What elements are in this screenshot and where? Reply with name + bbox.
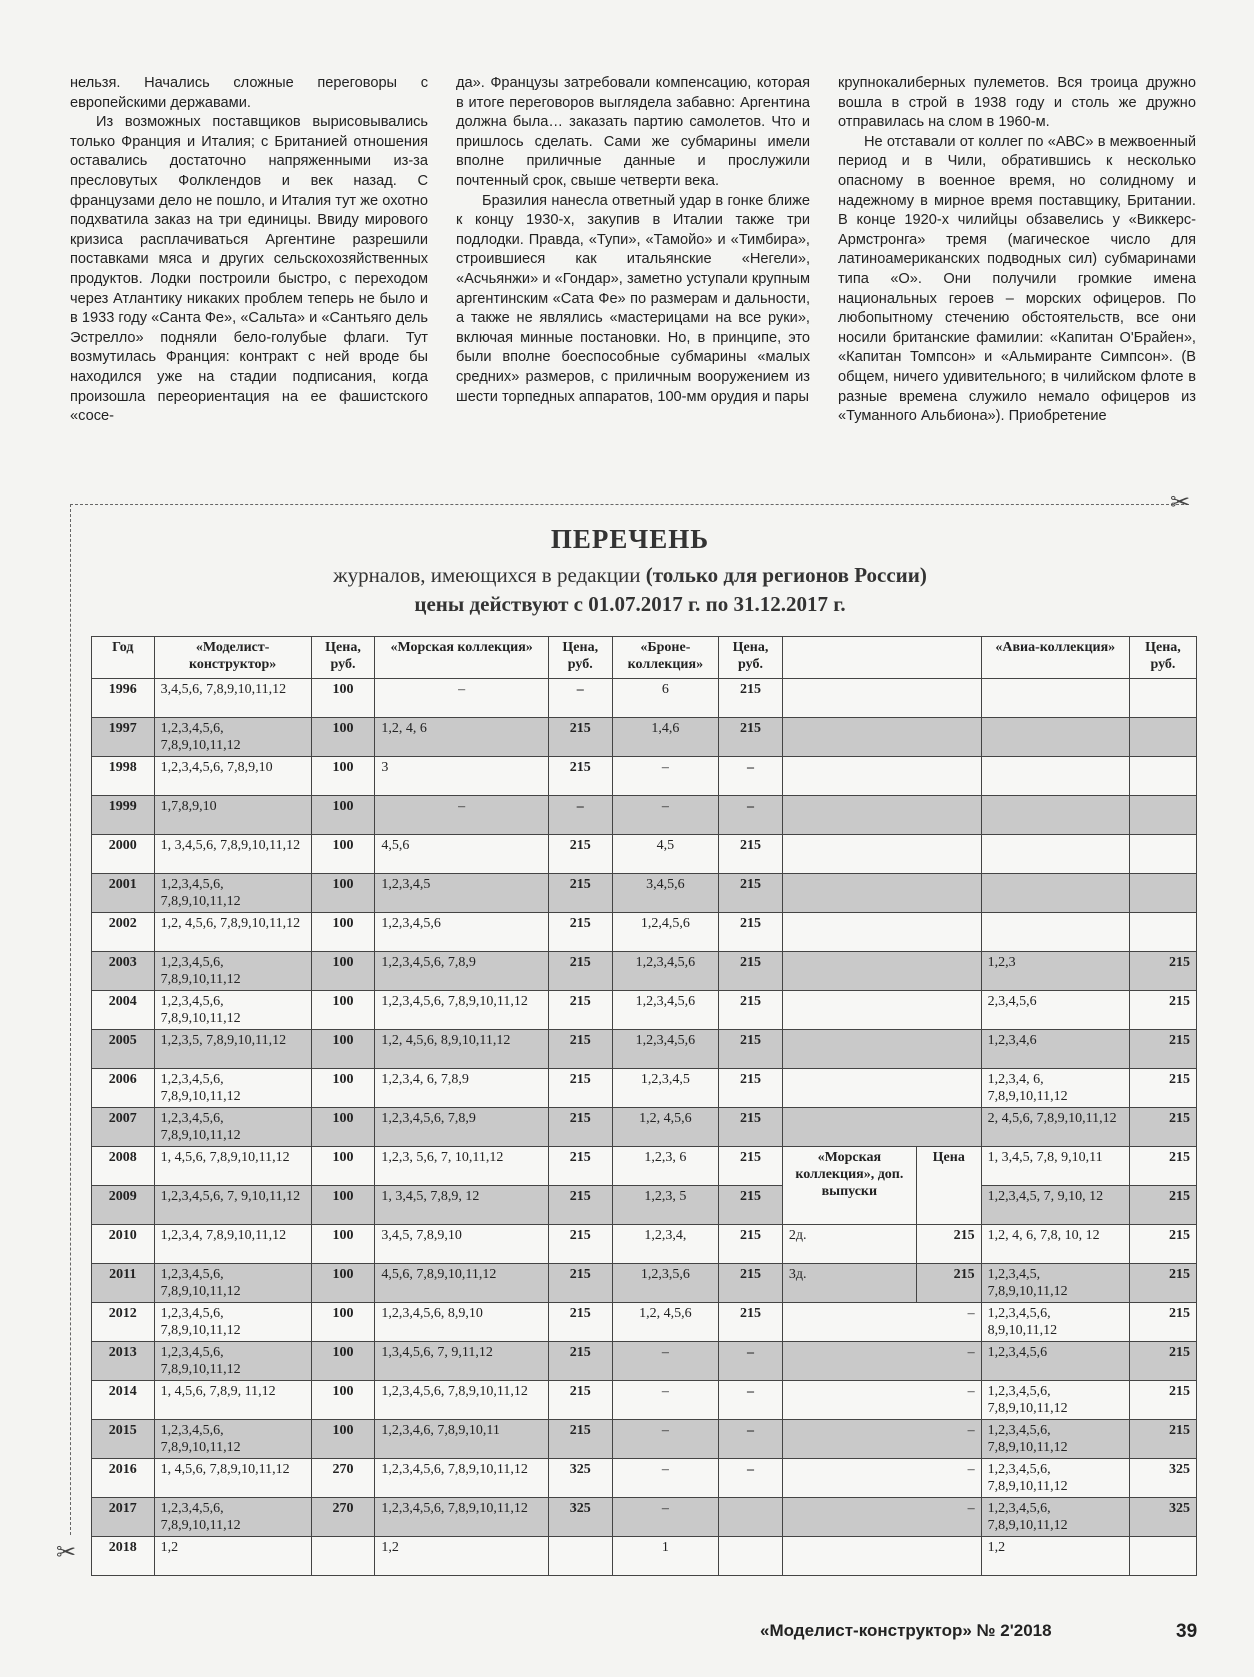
modelist-price-cell: 100 — [311, 874, 375, 913]
modelist-price-cell: 100 — [311, 991, 375, 1030]
additional-issues-cell: 2д. — [782, 1225, 916, 1264]
brone-issues-cell: 6 — [612, 679, 719, 718]
modelist-issues-cell: 1,2,3,4,5,6, 7,8,9,10,11,12 — [154, 1264, 311, 1303]
modelist-price-cell: 100 — [311, 1030, 375, 1069]
table-body — [92, 679, 1197, 1576]
additional-issues-cell: – — [782, 1303, 981, 1342]
additional-issues-cell — [782, 757, 981, 796]
modelist-price-cell: 100 — [311, 1420, 375, 1459]
morskaya-price-cell: 325 — [548, 1459, 612, 1498]
modelist-price-cell: 100 — [311, 952, 375, 991]
avia-price-cell: 215 — [1129, 1069, 1196, 1108]
article-paragraph: крупнокалиберных пулеметов. Вся троица дружно вошла в строй в 1938 году и столь же дружно отправилась на слом в 1960-м. — [838, 75, 1196, 131]
avia-issues-cell: 1,2,3,4,5,6, 7,8,9,10,11,12 — [981, 1381, 1129, 1420]
table-row — [92, 679, 1197, 718]
avia-price-cell — [1129, 718, 1196, 757]
table-row — [92, 1030, 1197, 1069]
year-cell: 2006 — [92, 1069, 155, 1108]
header-morskaya-additional: «Морская коллекция», доп. выпуски — [782, 1147, 916, 1225]
year-cell: 2012 — [92, 1303, 155, 1342]
brone-issues-cell: 1,2,3,4,5,6 — [612, 952, 719, 991]
morskaya-price-cell: 325 — [548, 1498, 612, 1537]
avia-price-cell: 215 — [1129, 1108, 1196, 1147]
avia-issues-cell — [981, 874, 1129, 913]
modelist-issues-cell: 1,2,3,4,5,6, 7,8,9,10,11,12 — [154, 952, 311, 991]
table-row — [92, 1303, 1197, 1342]
year-cell: 1998 — [92, 757, 155, 796]
avia-issues-cell — [981, 835, 1129, 874]
brone-price-cell: 215 — [719, 913, 783, 952]
additional-issues-cell — [782, 1108, 981, 1147]
additional-issues-cell: 3д. — [782, 1264, 916, 1303]
header-price: Цена, руб. — [719, 637, 783, 679]
morskaya-issues-cell: 1,2,3,4,5,6 — [375, 913, 549, 952]
table-row — [92, 952, 1197, 991]
article-column-1 — [70, 74, 428, 427]
table-row — [92, 1459, 1197, 1498]
avia-issues-cell: 1,2,3,4, 6, 7,8,9,10,11,12 — [981, 1069, 1129, 1108]
additional-issues-cell — [782, 1030, 981, 1069]
table-row — [92, 991, 1197, 1030]
brone-issues-cell: 1,2, 4,5,6 — [612, 1108, 719, 1147]
additional-price-cell: 215 — [916, 1225, 981, 1264]
brone-price-cell: 215 — [719, 874, 783, 913]
morskaya-issues-cell: 1,2,3, 5,6, 7, 10,11,12 — [375, 1147, 549, 1186]
modelist-price-cell: 270 — [311, 1459, 375, 1498]
morskaya-price-cell: 215 — [548, 1381, 612, 1420]
brone-issues-cell: 1 — [612, 1537, 719, 1576]
brone-price-cell: 215 — [719, 1303, 783, 1342]
morskaya-price-cell: 215 — [548, 1225, 612, 1264]
avia-issues-cell: 1,2,3,4,5,6, 7,8,9,10,11,12 — [981, 1459, 1129, 1498]
morskaya-issues-cell: 1,2,3,4,5,6, 7,8,9,10,11,12 — [375, 1498, 549, 1537]
avia-price-cell — [1129, 796, 1196, 835]
modelist-issues-cell: 1,2,3,5, 7,8,9,10,11,12 — [154, 1030, 311, 1069]
morskaya-issues-cell: 1,2, 4, 6 — [375, 718, 549, 757]
modelist-price-cell — [311, 1537, 375, 1576]
morskaya-price-cell: – — [548, 796, 612, 835]
year-cell: 2007 — [92, 1108, 155, 1147]
additional-issues-cell: – — [782, 1459, 981, 1498]
modelist-price-cell: 100 — [311, 1264, 375, 1303]
avia-price-cell: 325 — [1129, 1459, 1196, 1498]
year-cell: 2004 — [92, 991, 155, 1030]
modelist-price-cell: 100 — [311, 1108, 375, 1147]
avia-issues-cell: 1,2, 4, 6, 7,8, 10, 12 — [981, 1225, 1129, 1264]
avia-issues-cell — [981, 718, 1129, 757]
brone-price-cell: 215 — [719, 1264, 783, 1303]
brone-issues-cell: – — [612, 1420, 719, 1459]
morskaya-issues-cell: 1,2,3,4,5,6, 8,9,10 — [375, 1303, 549, 1342]
modelist-issues-cell: 1,2, 4,5,6, 7,8,9,10,11,12 — [154, 913, 311, 952]
header-year: Год — [92, 637, 155, 679]
morskaya-price-cell: 215 — [548, 1069, 612, 1108]
year-cell: 2011 — [92, 1264, 155, 1303]
avia-issues-cell: 1,2 — [981, 1537, 1129, 1576]
article-paragraph: нельзя. Начались сложные переговоры с европейскими державами. — [70, 75, 428, 111]
brone-price-cell: – — [719, 1459, 783, 1498]
brone-issues-cell: 1,2,3,4,5 — [612, 1069, 719, 1108]
modelist-issues-cell: 1,2,3,4,5,6, 7,8,9,10,11,12 — [154, 874, 311, 913]
brone-issues-cell: 1,4,6 — [612, 718, 719, 757]
modelist-price-cell: 100 — [311, 1225, 375, 1264]
avia-price-cell — [1129, 1537, 1196, 1576]
table-row — [92, 874, 1197, 913]
morskaya-issues-cell: 1,2,3,4,5 — [375, 874, 549, 913]
avia-issues-cell: 1,2,3,4,6 — [981, 1030, 1129, 1069]
modelist-issues-cell: 1,2,3,4,5,6, 7,8,9,10 — [154, 757, 311, 796]
list-subtitle: журналов, имеющихся в редакции (только для регионов России) — [333, 563, 927, 587]
year-cell: 2017 — [92, 1498, 155, 1537]
additional-issues-cell: – — [782, 1342, 981, 1381]
brone-issues-cell: – — [612, 1342, 719, 1381]
article-paragraph: Бразилия нанесла ответный удар в гонке ближе к концу 1930-х, закупив в Италии также три подлодки. Правда, «Тупи», «Тамойо» и «Тимбира», строившиеся как итальянские «Негели», «Асчьянжи» и «Гондар», заметно уступали крупным аргентинским «Сата Фе» по размерам и дальности, а также не являлись «мастерицами на все руки», включая минные постановки. Но, в принципе, это были вполне боеспособные субмарины «малых средних» размеров, с приличным вооружением из шести торпедных аппаратов, 100-мм орудия и пары — [456, 192, 810, 405]
avia-issues-cell: 1,2,3 — [981, 952, 1129, 991]
modelist-issues-cell: 1, 4,5,6, 7,8,9,10,11,12 — [154, 1459, 311, 1498]
brone-price-cell: – — [719, 1420, 783, 1459]
year-cell: 2014 — [92, 1381, 155, 1420]
year-cell: 2000 — [92, 835, 155, 874]
brone-price-cell: 215 — [719, 952, 783, 991]
morskaya-price-cell: 215 — [548, 1147, 612, 1186]
modelist-price-cell: 100 — [311, 1303, 375, 1342]
avia-price-cell: 215 — [1129, 1342, 1196, 1381]
header-empty — [782, 637, 981, 679]
brone-price-cell: 215 — [719, 1069, 783, 1108]
article-paragraph: да». Французы затребовали компенсацию, которая в итоге переговоров выглядела забавно: Аргентина должна была… заказать партию самолетов. Что и пришлось сделать. Сами же субмарины имели вполне приличные данные и прослужили почтенный срок, свыше четверти века. — [456, 75, 810, 189]
modelist-price-cell: 100 — [311, 1069, 375, 1108]
modelist-issues-cell: 1,2,3,4, 7,8,9,10,11,12 — [154, 1225, 311, 1264]
modelist-price-cell: 100 — [311, 1381, 375, 1420]
avia-price-cell: 215 — [1129, 1381, 1196, 1420]
additional-issues-cell — [782, 991, 981, 1030]
brone-issues-cell: 4,5 — [612, 835, 719, 874]
table-row — [92, 1147, 1197, 1186]
year-cell: 2001 — [92, 874, 155, 913]
modelist-issues-cell: 1,2 — [154, 1537, 311, 1576]
header-brone: «Броне-коллекция» — [612, 637, 719, 679]
avia-issues-cell — [981, 757, 1129, 796]
year-cell: 2015 — [92, 1420, 155, 1459]
brone-price-cell: 215 — [719, 1147, 783, 1186]
morskaya-issues-cell: 4,5,6, 7,8,9,10,11,12 — [375, 1264, 549, 1303]
modelist-price-cell: 100 — [311, 1186, 375, 1225]
modelist-issues-cell: 1,2,3,4,5,6, 7,8,9,10,11,12 — [154, 1420, 311, 1459]
avia-issues-cell: 1,2,3,4,5, 7, 9,10, 12 — [981, 1186, 1129, 1225]
brone-issues-cell: 1,2, 4,5,6 — [612, 1303, 719, 1342]
brone-price-cell — [719, 1498, 783, 1537]
modelist-price-cell: 100 — [311, 835, 375, 874]
avia-price-cell — [1129, 835, 1196, 874]
avia-issues-cell: 1,2,3,4,5,6, 7,8,9,10,11,12 — [981, 1498, 1129, 1537]
modelist-price-cell: 100 — [311, 718, 375, 757]
morskaya-price-cell: 215 — [548, 952, 612, 991]
morskaya-issues-cell: 3 — [375, 757, 549, 796]
morskaya-issues-cell: 1,2,3,4,5,6, 7,8,9,10,11,12 — [375, 991, 549, 1030]
avia-price-cell: 215 — [1129, 1420, 1196, 1459]
morskaya-price-cell: 215 — [548, 1303, 612, 1342]
header-price: Цена, руб. — [311, 637, 375, 679]
morskaya-issues-cell: 1,3,4,5,6, 7, 9,11,12 — [375, 1342, 549, 1381]
modelist-issues-cell: 1,2,3,4,5,6, 7,8,9,10,11,12 — [154, 1342, 311, 1381]
morskaya-price-cell: – — [548, 679, 612, 718]
modelist-issues-cell: 1,2,3,4,5,6, 7, 9,10,11,12 — [154, 1186, 311, 1225]
morskaya-issues-cell: 3,4,5, 7,8,9,10 — [375, 1225, 549, 1264]
avia-price-cell — [1129, 913, 1196, 952]
brone-issues-cell: – — [612, 757, 719, 796]
morskaya-issues-cell: 1,2,3,4,5,6, 7,8,9,10,11,12 — [375, 1381, 549, 1420]
brone-price-cell: 215 — [719, 718, 783, 757]
brone-issues-cell: 1,2,3, 5 — [612, 1186, 719, 1225]
modelist-price-cell: 100 — [311, 796, 375, 835]
brone-price-cell: – — [719, 1381, 783, 1420]
brone-issues-cell: – — [612, 1498, 719, 1537]
morskaya-price-cell: 215 — [548, 718, 612, 757]
morskaya-issues-cell: 1,2 — [375, 1537, 549, 1576]
brone-issues-cell: – — [612, 1381, 719, 1420]
brone-issues-cell: 1,2,3,4,5,6 — [612, 991, 719, 1030]
modelist-issues-cell: 1, 4,5,6, 7,8,9,10,11,12 — [154, 1147, 311, 1186]
journal-price-table — [91, 636, 1197, 1576]
brone-issues-cell: 1,2,4,5,6 — [612, 913, 719, 952]
brone-price-cell: 215 — [719, 991, 783, 1030]
avia-issues-cell: 1,2,3,4,5, 7,8,9,10,11,12 — [981, 1264, 1129, 1303]
brone-issues-cell: 1,2,3,4,5,6 — [612, 1030, 719, 1069]
modelist-price-cell: 100 — [311, 913, 375, 952]
table-row — [92, 1264, 1197, 1303]
modelist-price-cell: 100 — [311, 679, 375, 718]
avia-issues-cell: 1, 3,4,5, 7,8, 9,10,11 — [981, 1147, 1129, 1186]
year-cell: 2009 — [92, 1186, 155, 1225]
table-row — [92, 1498, 1197, 1537]
brone-price-cell: – — [719, 1342, 783, 1381]
brone-issues-cell: 1,2,3,5,6 — [612, 1264, 719, 1303]
table-row — [92, 1342, 1197, 1381]
modelist-issues-cell: 1,2,3,4,5,6, 7,8,9,10,11,12 — [154, 1498, 311, 1537]
table-row — [92, 835, 1197, 874]
morskaya-issues-cell: – — [375, 679, 549, 718]
brone-price-cell: 215 — [719, 1225, 783, 1264]
brone-issues-cell: 1,2,3, 6 — [612, 1147, 719, 1186]
brone-price-cell: 215 — [719, 1030, 783, 1069]
morskaya-price-cell: 215 — [548, 1420, 612, 1459]
header-price: Цена, руб. — [1129, 637, 1196, 679]
modelist-issues-cell: 1, 4,5,6, 7,8,9, 11,12 — [154, 1381, 311, 1420]
table-row — [92, 1225, 1197, 1264]
list-title: ПЕРЕЧЕНЬ — [550, 524, 710, 554]
article-paragraph: Не отставали от коллег по «АВС» в межвоенный период и в Чили, обратившись к несколько опасному в военное время, но солидному и надежному в мирное время поставщику, Британии. В конце 1920-х чилийцы обзавелись у «Виккерс-Армстронга» тремя (магическое число для латиноамериканских подводных сил) субмаринами типа «О». Они получили громкие имена национальных героев – морских офицеров. По любопытному стечению обстоятельств, все они носили британские фамилии: «Капитан О'Брайен», «Капитан Томпсон» и «Альмиранте Симпсон». (В общем, ничего удивительного; в чилийском флоте в разные времена служило немало офицеров из «Туманного Альбиона»). Приобретение — [838, 133, 1196, 425]
brone-price-cell — [719, 1537, 783, 1576]
brone-price-cell: 215 — [719, 835, 783, 874]
avia-price-cell — [1129, 874, 1196, 913]
morskaya-issues-cell: 4,5,6 — [375, 835, 549, 874]
morskaya-issues-cell: 1,2,3,4, 6, 7,8,9 — [375, 1069, 549, 1108]
morskaya-price-cell: 215 — [548, 913, 612, 952]
modelist-issues-cell: 1, 3,4,5,6, 7,8,9,10,11,12 — [154, 835, 311, 874]
header-morskaya: «Морская коллекция» — [375, 637, 549, 679]
additional-issues-cell — [782, 874, 981, 913]
morskaya-price-cell: 215 — [548, 835, 612, 874]
year-cell: 2013 — [92, 1342, 155, 1381]
table-row — [92, 757, 1197, 796]
year-cell: 2003 — [92, 952, 155, 991]
additional-issues-cell — [782, 796, 981, 835]
modelist-issues-cell: 1,2,3,4,5,6, 7,8,9,10,11,12 — [154, 991, 311, 1030]
article-paragraph: Из возможных поставщиков вырисовывались только Франция и Италия; с Британией отношения оставались достаточно напряженными из-за пресловутых Фолклендов и век назад. С французами дело не пошло, и Италия тут же охотно подхватила заказ на три единицы. Ввиду мирового кризиса расплачиваться Аргентине разрешили поставками мяса и других сельскохозяйственных продуктов. Лодки построили быстро, с переходом через Атлантику никаких проблем теперь не было и в 1933 году «Санта Фе», «Сальта» и «Сантьяго дель Эстрелло» подняли бело-голубые флаги. Тут возмутилась Франция: контракт с ней вроде бы находился уже на стадии подписания, когда произошла переориентация на ее фашистского «сосе- — [70, 114, 428, 425]
year-cell: 2016 — [92, 1459, 155, 1498]
table-row — [92, 1537, 1197, 1576]
footer-magazine-title: «Моделист-конструктор» № 2'2018 — [760, 1621, 1052, 1640]
additional-issues-cell — [782, 913, 981, 952]
avia-price-cell: 215 — [1129, 1186, 1196, 1225]
modelist-issues-cell: 3,4,5,6, 7,8,9,10,11,12 — [154, 679, 311, 718]
morskaya-price-cell: 215 — [548, 991, 612, 1030]
brone-price-cell: 215 — [719, 1186, 783, 1225]
avia-issues-cell — [981, 913, 1129, 952]
article-column-3 — [838, 74, 1196, 427]
brone-price-cell: 215 — [719, 1108, 783, 1147]
table-row — [92, 718, 1197, 757]
avia-issues-cell: 1,2,3,4,5,6, 8,9,10,11,12 — [981, 1303, 1129, 1342]
brone-issues-cell: – — [612, 1459, 719, 1498]
additional-price-cell: 215 — [916, 1264, 981, 1303]
additional-issues-cell — [782, 1069, 981, 1108]
avia-issues-cell — [981, 679, 1129, 718]
morskaya-issues-cell: 1, 3,4,5, 7,8,9, 12 — [375, 1186, 549, 1225]
modelist-issues-cell: 1,2,3,4,5,6, 7,8,9,10,11,12 — [154, 718, 311, 757]
morskaya-issues-cell: – — [375, 796, 549, 835]
header-modelist: «Моделист-конструктор» — [154, 637, 311, 679]
brone-price-cell: – — [719, 757, 783, 796]
header-additional-price: Цена — [916, 1147, 981, 1225]
article-column-2 — [456, 74, 810, 407]
avia-price-cell: 215 — [1129, 991, 1196, 1030]
table-row — [92, 1108, 1197, 1147]
avia-price-cell: 215 — [1129, 1225, 1196, 1264]
additional-issues-cell: – — [782, 1420, 981, 1459]
avia-price-cell: 325 — [1129, 1498, 1196, 1537]
modelist-issues-cell: 1,2,3,4,5,6, 7,8,9,10,11,12 — [154, 1108, 311, 1147]
avia-price-cell: 215 — [1129, 1030, 1196, 1069]
table-row — [92, 1069, 1197, 1108]
year-cell: 2002 — [92, 913, 155, 952]
additional-issues-cell: – — [782, 1381, 981, 1420]
modelist-issues-cell: 1,2,3,4,5,6, 7,8,9,10,11,12 — [154, 1069, 311, 1108]
header-avia: «Авиа-коллекция» — [981, 637, 1129, 679]
morskaya-price-cell: 215 — [548, 1342, 612, 1381]
modelist-price-cell: 100 — [311, 1342, 375, 1381]
scissors-icon: ✂ — [56, 1538, 77, 1566]
modelist-issues-cell: 1,7,8,9,10 — [154, 796, 311, 835]
avia-price-cell — [1129, 757, 1196, 796]
morskaya-issues-cell: 1,2,3,4,6, 7,8,9,10,11 — [375, 1420, 549, 1459]
page-number: 39 — [1176, 1621, 1198, 1642]
avia-issues-cell: 2,3,4,5,6 — [981, 991, 1129, 1030]
morskaya-price-cell: 215 — [548, 1108, 612, 1147]
additional-issues-cell — [782, 718, 981, 757]
brone-issues-cell: 1,2,3,4, — [612, 1225, 719, 1264]
morskaya-issues-cell: 1,2, 4,5,6, 8,9,10,11,12 — [375, 1030, 549, 1069]
morskaya-price-cell: 215 — [548, 1264, 612, 1303]
morskaya-price-cell — [548, 1537, 612, 1576]
additional-issues-cell — [782, 1537, 981, 1576]
morskaya-price-cell: 215 — [548, 1030, 612, 1069]
table-row — [92, 1186, 1197, 1225]
year-cell: 2018 — [92, 1537, 155, 1576]
year-cell: 1996 — [92, 679, 155, 718]
morskaya-issues-cell: 1,2,3,4,5,6, 7,8,9 — [375, 1108, 549, 1147]
modelist-issues-cell: 1,2,3,4,5,6, 7,8,9,10,11,12 — [154, 1303, 311, 1342]
header-price: Цена, руб. — [548, 637, 612, 679]
modelist-price-cell: 270 — [311, 1498, 375, 1537]
morskaya-price-cell: 215 — [548, 874, 612, 913]
modelist-price-cell: 100 — [311, 1147, 375, 1186]
table-row — [92, 796, 1197, 835]
table-row — [92, 1420, 1197, 1459]
avia-issues-cell: 2, 4,5,6, 7,8,9,10,11,12 — [981, 1108, 1129, 1147]
table-row — [92, 913, 1197, 952]
year-cell: 1997 — [92, 718, 155, 757]
avia-price-cell: 215 — [1129, 1303, 1196, 1342]
avia-price-cell: 215 — [1129, 952, 1196, 991]
morskaya-price-cell: 215 — [548, 1186, 612, 1225]
brone-price-cell: – — [719, 796, 783, 835]
table-row — [92, 1381, 1197, 1420]
additional-issues-cell — [782, 835, 981, 874]
scissors-icon: ✂ — [1170, 488, 1191, 516]
year-cell: 2005 — [92, 1030, 155, 1069]
avia-issues-cell — [981, 796, 1129, 835]
avia-price-cell: 215 — [1129, 1264, 1196, 1303]
avia-price-cell — [1129, 679, 1196, 718]
brone-issues-cell: 3,4,5,6 — [612, 874, 719, 913]
morskaya-price-cell: 215 — [548, 757, 612, 796]
price-validity: цены действуют с 01.07.2017 г. по 31.12.2017 г. — [414, 592, 846, 616]
avia-issues-cell: 1,2,3,4,5,6, 7,8,9,10,11,12 — [981, 1420, 1129, 1459]
year-cell: 2008 — [92, 1147, 155, 1186]
additional-issues-cell: – — [782, 1498, 981, 1537]
year-cell: 2010 — [92, 1225, 155, 1264]
avia-issues-cell: 1,2,3,4,5,6 — [981, 1342, 1129, 1381]
modelist-price-cell: 100 — [311, 757, 375, 796]
brone-issues-cell: – — [612, 796, 719, 835]
morskaya-issues-cell: 1,2,3,4,5,6, 7,8,9,10,11,12 — [375, 1459, 549, 1498]
avia-price-cell: 215 — [1129, 1147, 1196, 1186]
additional-issues-cell — [782, 952, 981, 991]
morskaya-issues-cell: 1,2,3,4,5,6, 7,8,9 — [375, 952, 549, 991]
year-cell: 1999 — [92, 796, 155, 835]
additional-issues-cell — [782, 679, 981, 718]
brone-price-cell: 215 — [719, 679, 783, 718]
